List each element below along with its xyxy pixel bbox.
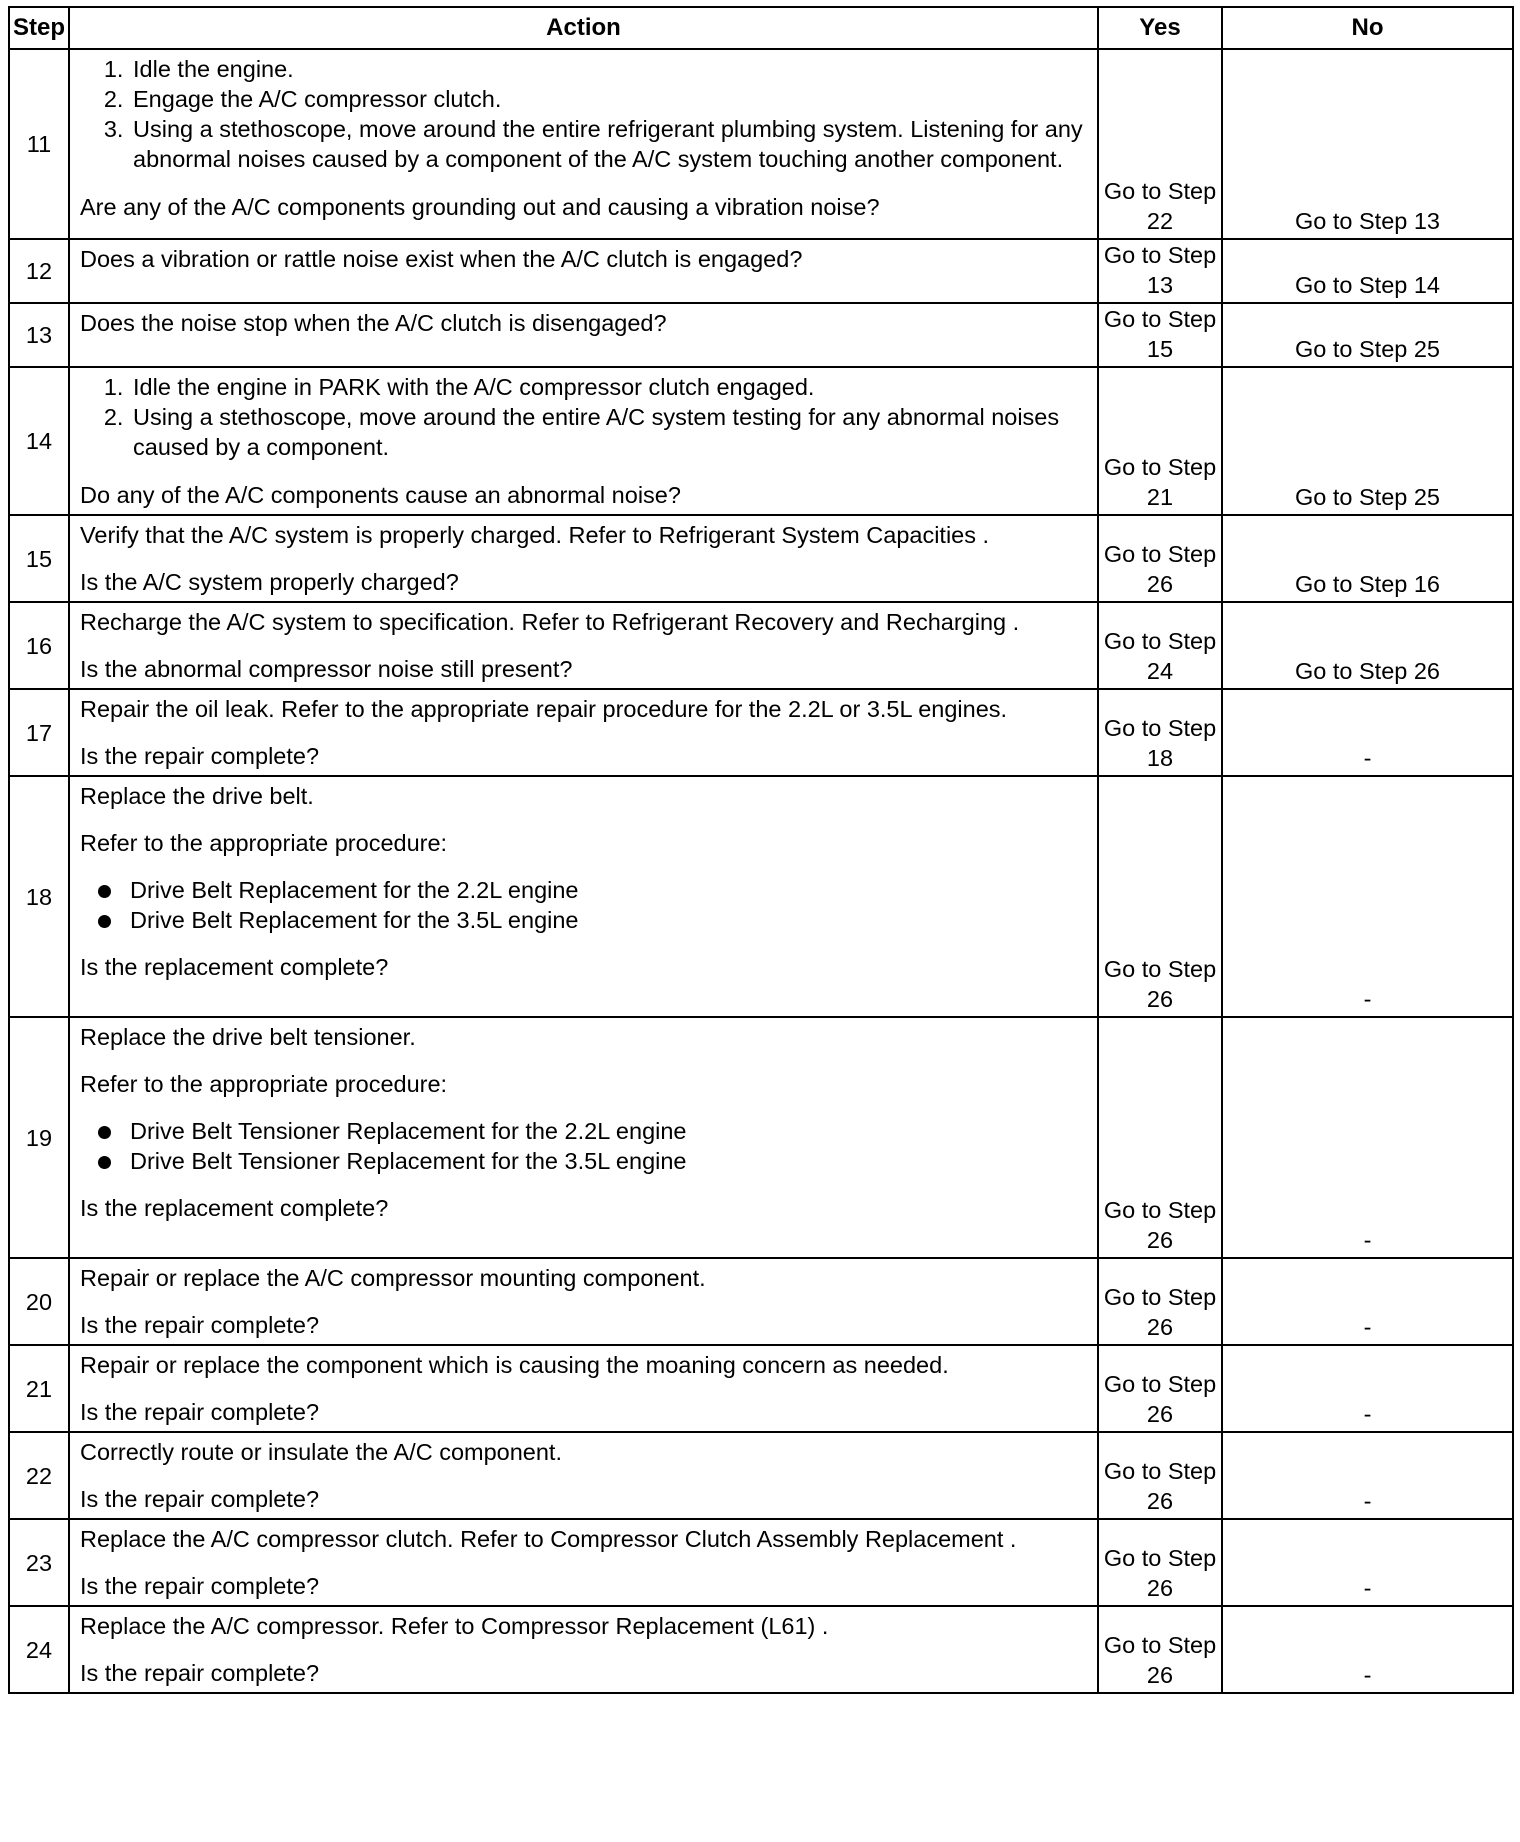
procedure-link[interactable]: Drive Belt Tensioner Replacement for the 3.5L engine bbox=[130, 1148, 687, 1174]
list-item: 1. Idle the engine. bbox=[130, 54, 1087, 84]
yes-cell: Go to Step 22 bbox=[1098, 49, 1222, 239]
question-text: Does a vibration or rattle noise exist when the A/C clutch is engaged? bbox=[80, 246, 803, 272]
table-row bbox=[9, 49, 1513, 239]
list-item bbox=[80, 1116, 1087, 1146]
yes-cell: Go to Step 26 bbox=[1098, 515, 1222, 602]
yes-cell: Go to Step 26 bbox=[1098, 1258, 1222, 1345]
no-cell: - bbox=[1222, 1345, 1513, 1432]
question-text: Is the repair complete? bbox=[80, 1312, 320, 1338]
step-number: 20 bbox=[9, 1258, 69, 1345]
action-cell bbox=[69, 1519, 1098, 1606]
bullet-icon bbox=[98, 1156, 111, 1169]
step-number: 22 bbox=[9, 1432, 69, 1519]
yes-cell: Go to Step 26 bbox=[1098, 1432, 1222, 1519]
numbered-list bbox=[80, 372, 1087, 462]
yes-cell: Go to Step 26 bbox=[1098, 776, 1222, 1017]
table-row bbox=[9, 1432, 1513, 1519]
table-row bbox=[9, 1258, 1513, 1345]
action-cell bbox=[69, 239, 1098, 303]
instruction-text: Verify that the A/C system is properly charged. Refer to Refrigerant System Capacities . bbox=[80, 522, 990, 548]
yes-cell: Go to Step 24 bbox=[1098, 602, 1222, 689]
numbered-list bbox=[80, 54, 1087, 174]
step-number: 14 bbox=[9, 367, 69, 515]
table-header-row bbox=[9, 7, 1513, 49]
yes-cell: Go to Step 18 bbox=[1098, 689, 1222, 776]
table-row bbox=[9, 1345, 1513, 1432]
header-action: Action bbox=[69, 7, 1098, 49]
no-cell: - bbox=[1222, 1606, 1513, 1693]
instruction-text: Replace the A/C compressor clutch. Refer to Compressor Clutch Assembly Replacement . bbox=[80, 1526, 1017, 1552]
step-number: 11 bbox=[9, 49, 69, 239]
bullet-list bbox=[80, 875, 1087, 935]
table-row bbox=[9, 1606, 1513, 1693]
action-cell bbox=[69, 1345, 1098, 1432]
action-cell bbox=[69, 1606, 1098, 1693]
table-row bbox=[9, 303, 1513, 367]
yes-cell: Go to Step 21 bbox=[1098, 367, 1222, 515]
header-step: Step bbox=[9, 7, 69, 49]
no-cell: - bbox=[1222, 776, 1513, 1017]
step-number: 21 bbox=[9, 1345, 69, 1432]
no-cell: Go to Step 26 bbox=[1222, 602, 1513, 689]
step-number: 15 bbox=[9, 515, 69, 602]
no-cell: Go to Step 25 bbox=[1222, 367, 1513, 515]
table-row bbox=[9, 689, 1513, 776]
step-number: 18 bbox=[9, 776, 69, 1017]
no-cell: Go to Step 25 bbox=[1222, 303, 1513, 367]
instruction-text: Replace the drive belt. bbox=[80, 783, 314, 809]
instruction-text: Replace the A/C compressor. Refer to Compressor Replacement (L61) . bbox=[80, 1613, 829, 1639]
step-number: 23 bbox=[9, 1519, 69, 1606]
procedure-link[interactable]: Drive Belt Tensioner Replacement for the 2.2L engine bbox=[130, 1118, 687, 1144]
no-cell: - bbox=[1222, 1017, 1513, 1258]
action-cell bbox=[69, 602, 1098, 689]
action-cell bbox=[69, 689, 1098, 776]
table-row bbox=[9, 776, 1513, 1017]
list-item bbox=[80, 875, 1087, 905]
list-item: 1. Idle the engine in PARK with the A/C compressor clutch engaged. bbox=[130, 372, 1087, 402]
action-cell bbox=[69, 1258, 1098, 1345]
action-cell bbox=[69, 367, 1098, 515]
instruction-text: Repair or replace the A/C compressor mounting component. bbox=[80, 1265, 706, 1291]
instruction-text: Recharge the A/C system to specification. Refer to Refrigerant Recovery and Recharging . bbox=[80, 609, 1020, 635]
instruction-text: Replace the drive belt tensioner. bbox=[80, 1024, 416, 1050]
no-cell: Go to Step 16 bbox=[1222, 515, 1513, 602]
refer-text: Refer to the appropriate procedure: bbox=[80, 1071, 448, 1097]
action-cell bbox=[69, 515, 1098, 602]
bullet-list bbox=[80, 1116, 1087, 1176]
header-yes: Yes bbox=[1098, 7, 1222, 49]
procedure-link[interactable]: Drive Belt Replacement for the 3.5L engine bbox=[130, 907, 579, 933]
yes-cell: Go to Step 26 bbox=[1098, 1345, 1222, 1432]
instruction-text: Repair or replace the component which is causing the moaning concern as needed. bbox=[80, 1352, 949, 1378]
table-row bbox=[9, 515, 1513, 602]
question-text: Does the noise stop when the A/C clutch is disengaged? bbox=[80, 310, 667, 336]
yes-cell: Go to Step 13 bbox=[1098, 239, 1222, 303]
question-text: Is the replacement complete? bbox=[80, 1195, 389, 1221]
table-row bbox=[9, 1017, 1513, 1258]
no-cell: - bbox=[1222, 1519, 1513, 1606]
table-row bbox=[9, 1519, 1513, 1606]
action-cell bbox=[69, 776, 1098, 1017]
no-cell: Go to Step 14 bbox=[1222, 239, 1513, 303]
step-number: 17 bbox=[9, 689, 69, 776]
instruction-text: Repair the oil leak. Refer to the appropriate repair procedure for the 2.2L or 3.5L engines. bbox=[80, 696, 1008, 722]
question-text: Is the repair complete? bbox=[80, 1573, 320, 1599]
question-text: Is the repair complete? bbox=[80, 1660, 320, 1686]
question-text: Is the repair complete? bbox=[80, 1486, 320, 1512]
step-number: 19 bbox=[9, 1017, 69, 1258]
action-cell bbox=[69, 303, 1098, 367]
list-item bbox=[80, 905, 1087, 935]
step-number: 24 bbox=[9, 1606, 69, 1693]
action-cell bbox=[69, 1432, 1098, 1519]
step-number: 16 bbox=[9, 602, 69, 689]
bullet-icon bbox=[98, 915, 111, 928]
list-item: 2. Engage the A/C compressor clutch. bbox=[130, 84, 1087, 114]
question-text: Is the replacement complete? bbox=[80, 954, 389, 980]
step-number: 13 bbox=[9, 303, 69, 367]
question-text: Is the A/C system properly charged? bbox=[80, 569, 459, 595]
question-text: Are any of the A/C components grounding out and causing a vibration noise? bbox=[80, 194, 880, 220]
list-item: 3. Using a stethoscope, move around the entire refrigerant plumbing system. Listening for any abnormal noises caused by a component of the A/C system touching another component. bbox=[130, 114, 1087, 174]
diagnostic-steps-table bbox=[8, 6, 1514, 1694]
yes-cell: Go to Step 26 bbox=[1098, 1606, 1222, 1693]
no-cell: - bbox=[1222, 1258, 1513, 1345]
yes-cell: Go to Step 26 bbox=[1098, 1017, 1222, 1258]
question-text: Is the abnormal compressor noise still present? bbox=[80, 656, 573, 682]
header-no: No bbox=[1222, 7, 1513, 49]
list-item bbox=[80, 1146, 1087, 1176]
yes-cell: Go to Step 26 bbox=[1098, 1519, 1222, 1606]
question-text: Is the repair complete? bbox=[80, 743, 320, 769]
step-number: 12 bbox=[9, 239, 69, 303]
action-cell bbox=[69, 49, 1098, 239]
table-row bbox=[9, 367, 1513, 515]
table-row bbox=[9, 239, 1513, 303]
no-cell: - bbox=[1222, 689, 1513, 776]
question-text: Do any of the A/C components cause an abnormal noise? bbox=[80, 482, 681, 508]
list-item: 2. Using a stethoscope, move around the entire A/C system testing for any abnormal noises caused by a component. bbox=[130, 402, 1087, 462]
table-row bbox=[9, 602, 1513, 689]
action-cell bbox=[69, 1017, 1098, 1258]
question-text: Is the repair complete? bbox=[80, 1399, 320, 1425]
procedure-link[interactable]: Drive Belt Replacement for the 2.2L engine bbox=[130, 877, 579, 903]
refer-text: Refer to the appropriate procedure: bbox=[80, 830, 448, 856]
bullet-icon bbox=[98, 885, 111, 898]
no-cell: - bbox=[1222, 1432, 1513, 1519]
no-cell: Go to Step 13 bbox=[1222, 49, 1513, 239]
instruction-text: Correctly route or insulate the A/C component. bbox=[80, 1439, 562, 1465]
bullet-icon bbox=[98, 1126, 111, 1139]
yes-cell: Go to Step 15 bbox=[1098, 303, 1222, 367]
